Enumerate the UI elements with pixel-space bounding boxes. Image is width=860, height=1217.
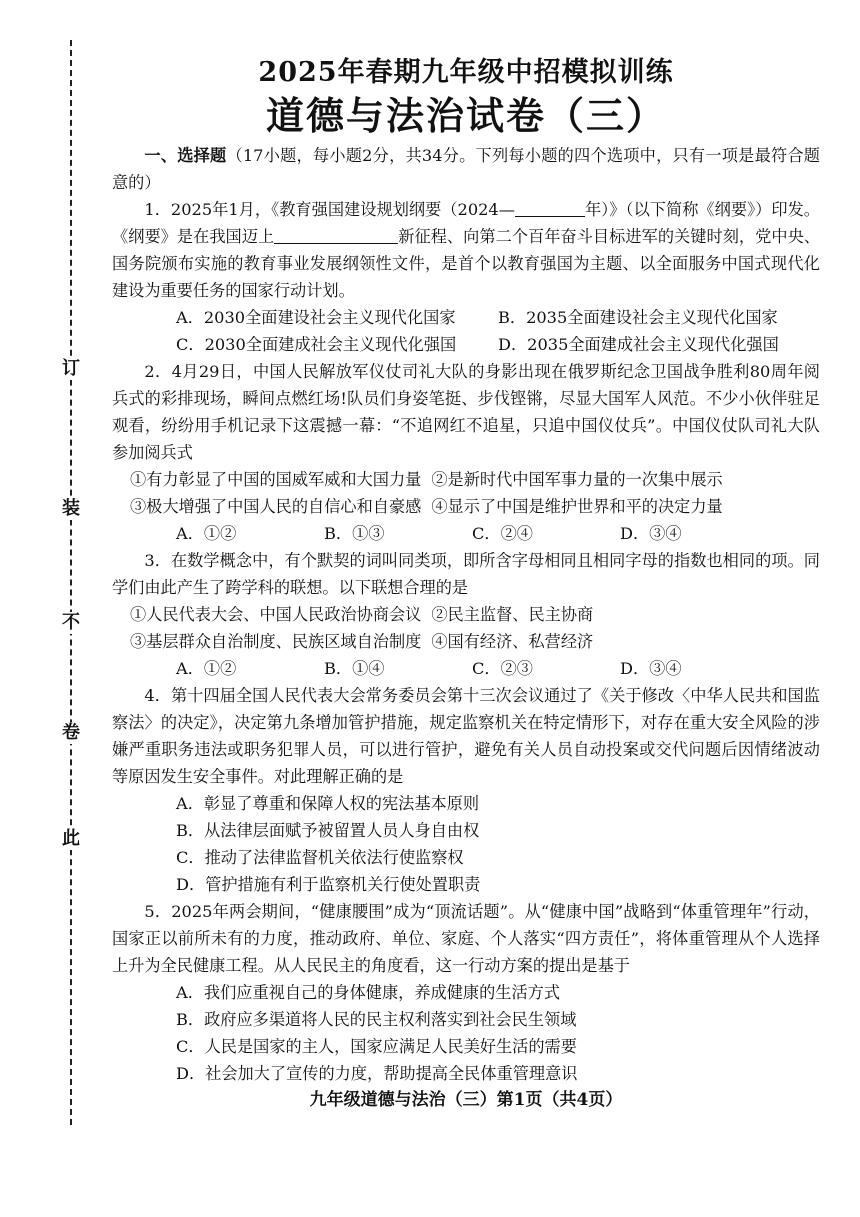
- exam-content: [112, 54, 820, 1087]
- question-4: [112, 682, 820, 898]
- option-a[interactable]: A．彰显了尊重和保障人权的宪法基本原则: [176, 794, 480, 813]
- section-heading: 一、选择题: [144, 146, 227, 165]
- answer-blank: [515, 198, 585, 217]
- exam-title-line2: 道德与法治试卷（三）: [265, 93, 666, 138]
- question-1: [112, 196, 820, 358]
- option-row: [112, 331, 820, 358]
- option-c[interactable]: C．人民是国家的主人，国家应满足人民美好生活的需要: [176, 1037, 577, 1056]
- option-c[interactable]: C．2030全面建成社会主义现代化强国: [176, 335, 457, 354]
- statement-2: ②民主监督、民主协商: [431, 605, 594, 624]
- statement-3: ③基层群众自治制度、民族区域自治制度: [130, 632, 422, 651]
- option-a[interactable]: A．我们应重视自己的身体健康，养成健康的生活方式: [176, 983, 561, 1002]
- option-d[interactable]: D．管护措施有利于监察机关行使处置职责: [176, 875, 481, 894]
- question-3: [112, 547, 820, 682]
- statement-row: [112, 601, 820, 628]
- option-b[interactable]: B．2035全面建设社会主义现代化国家: [498, 308, 778, 327]
- statement-row: [112, 493, 820, 520]
- statement-row: [112, 628, 820, 655]
- question-stem: 4．第十四届全国人民代表大会常务委员会第十三次会议通过了《关于修改〈中华人民共和国监察法〉的决定》，决定第九条增加管护措施，规定监察机关在特定情形下，对存在重大安全风险的涉嫌严重职务违法或职务犯罪人员，可以进行管护，避免有关人员自动投案或交代问题后因情绪波动等原因发生安全事件。对此理解正确的是: [112, 686, 820, 786]
- section-instruction-text: （17小题，每小题2分，共34分。下列每小题的四个选项中，只有一项是最符合题意的）: [112, 146, 820, 192]
- option-b[interactable]: B．从法律层面赋予被留置人员人身自由权: [176, 821, 480, 840]
- question-stem: 3．在数学概念中，有个默契的词叫同类项，即所含字母相同且相同字母的指数也相同的项。同学们由此产生了跨学科的联想。以下联想合理的是: [112, 551, 820, 597]
- question-2: [112, 358, 820, 547]
- section-instructions: [112, 142, 820, 196]
- question-stem: 2．4月29日，中国人民解放军仪仗司礼大队的身影出现在俄罗斯纪念卫国战争胜利80周年阅兵式的彩排现场，瞬间点燃红场!队员们身姿笔挺、步伐铿锵，尽显大国军人风范。不少小伙伴驻足观看，纷纷用手机记录下这震撼一幕：“不追网红不追星，只追中国仪仗兵”。中国仪仗队司礼大队参加阅兵式: [112, 362, 820, 462]
- binding-char-bu: 不: [62, 612, 80, 633]
- option-a[interactable]: A．①②: [176, 659, 237, 678]
- option-c[interactable]: C．②④: [472, 524, 533, 543]
- answer-blank: [274, 225, 398, 244]
- option-b[interactable]: B．政府应多渠道将人民的民主权利落实到社会民生领域: [176, 1010, 577, 1029]
- binding-char-juan: 卷: [62, 722, 80, 743]
- option-b[interactable]: B．①③: [324, 524, 385, 543]
- option-a[interactable]: A．①②: [176, 524, 237, 543]
- option-b[interactable]: B．①④: [324, 659, 385, 678]
- question-stem-part: 新征程、向第二个百年奋斗目标进军的关键时刻，党中央、国务院颁布实施的教育事业发展纲领性文件，是首个以教育强国为主题、以全面服务中国式现代化建设为重要任务的国家行动计划。: [112, 227, 821, 300]
- option-a[interactable]: A．2030全面建设社会主义现代化国家: [176, 308, 456, 327]
- binding-line: [60, 40, 82, 1125]
- exam-title-line1: 2025年春期九年级中招模拟训练: [258, 57, 674, 88]
- option-d[interactable]: D．③④: [620, 524, 682, 543]
- statement-row: [112, 466, 820, 493]
- statement-4: ④国有经济、私营经济: [431, 632, 594, 651]
- statement-3: ③极大增强了中国人民的自信心和自豪感: [130, 497, 422, 516]
- statement-1: ①有力彰显了中国的国威军威和大国力量: [130, 470, 422, 489]
- binding-dashed-line: [70, 40, 72, 1125]
- option-d[interactable]: D．③④: [620, 659, 682, 678]
- statement-1: ①人民代表大会、中国人民政治协商会议: [130, 605, 422, 624]
- option-row: [112, 655, 820, 682]
- question-stem: [112, 196, 820, 304]
- question-5: [112, 898, 820, 1087]
- question-stem: 5．2025年两会期间，“健康腰围”成为“顶流话题”。从“健康中国”战略到“体重管理年”行动，国家正以前所未有的力度，推动政府、单位、家庭、个人落实“四方责任”，将体重管理从个人选择上升为全民健康工程。从人民民主的角度看，这一行动方案的提出是基于: [112, 902, 820, 975]
- statement-2: ②是新时代中国军事力量的一次集中展示: [431, 470, 723, 489]
- option-row: [112, 304, 820, 331]
- option-c[interactable]: C．②③: [472, 659, 533, 678]
- page-footer: 九年级道德与法治（三）第1页（共4页）: [309, 1090, 623, 1110]
- option-c[interactable]: C．推动了法律监督机关依法行使监察权: [176, 848, 464, 867]
- binding-char-zhuang: 装: [62, 498, 80, 519]
- statement-4: ④显示了中国是维护世界和平的决定力量: [431, 497, 723, 516]
- binding-char-ci: 此: [62, 828, 80, 849]
- question-stem-part: 1．2025年1月，《教育强国建设规划纲要（2024—: [144, 200, 515, 219]
- binding-char-ding: 订: [62, 358, 80, 379]
- option-row: [112, 520, 820, 547]
- option-d[interactable]: D．社会加大了宣传的力度，帮助提高全民体重管理意识: [176, 1064, 578, 1083]
- option-d[interactable]: D．2035全面建成社会主义现代化强国: [498, 335, 779, 354]
- question-stem-part: 年）》（以下简称《纲要》）印发。《纲要》是在我国迈上: [112, 200, 820, 246]
